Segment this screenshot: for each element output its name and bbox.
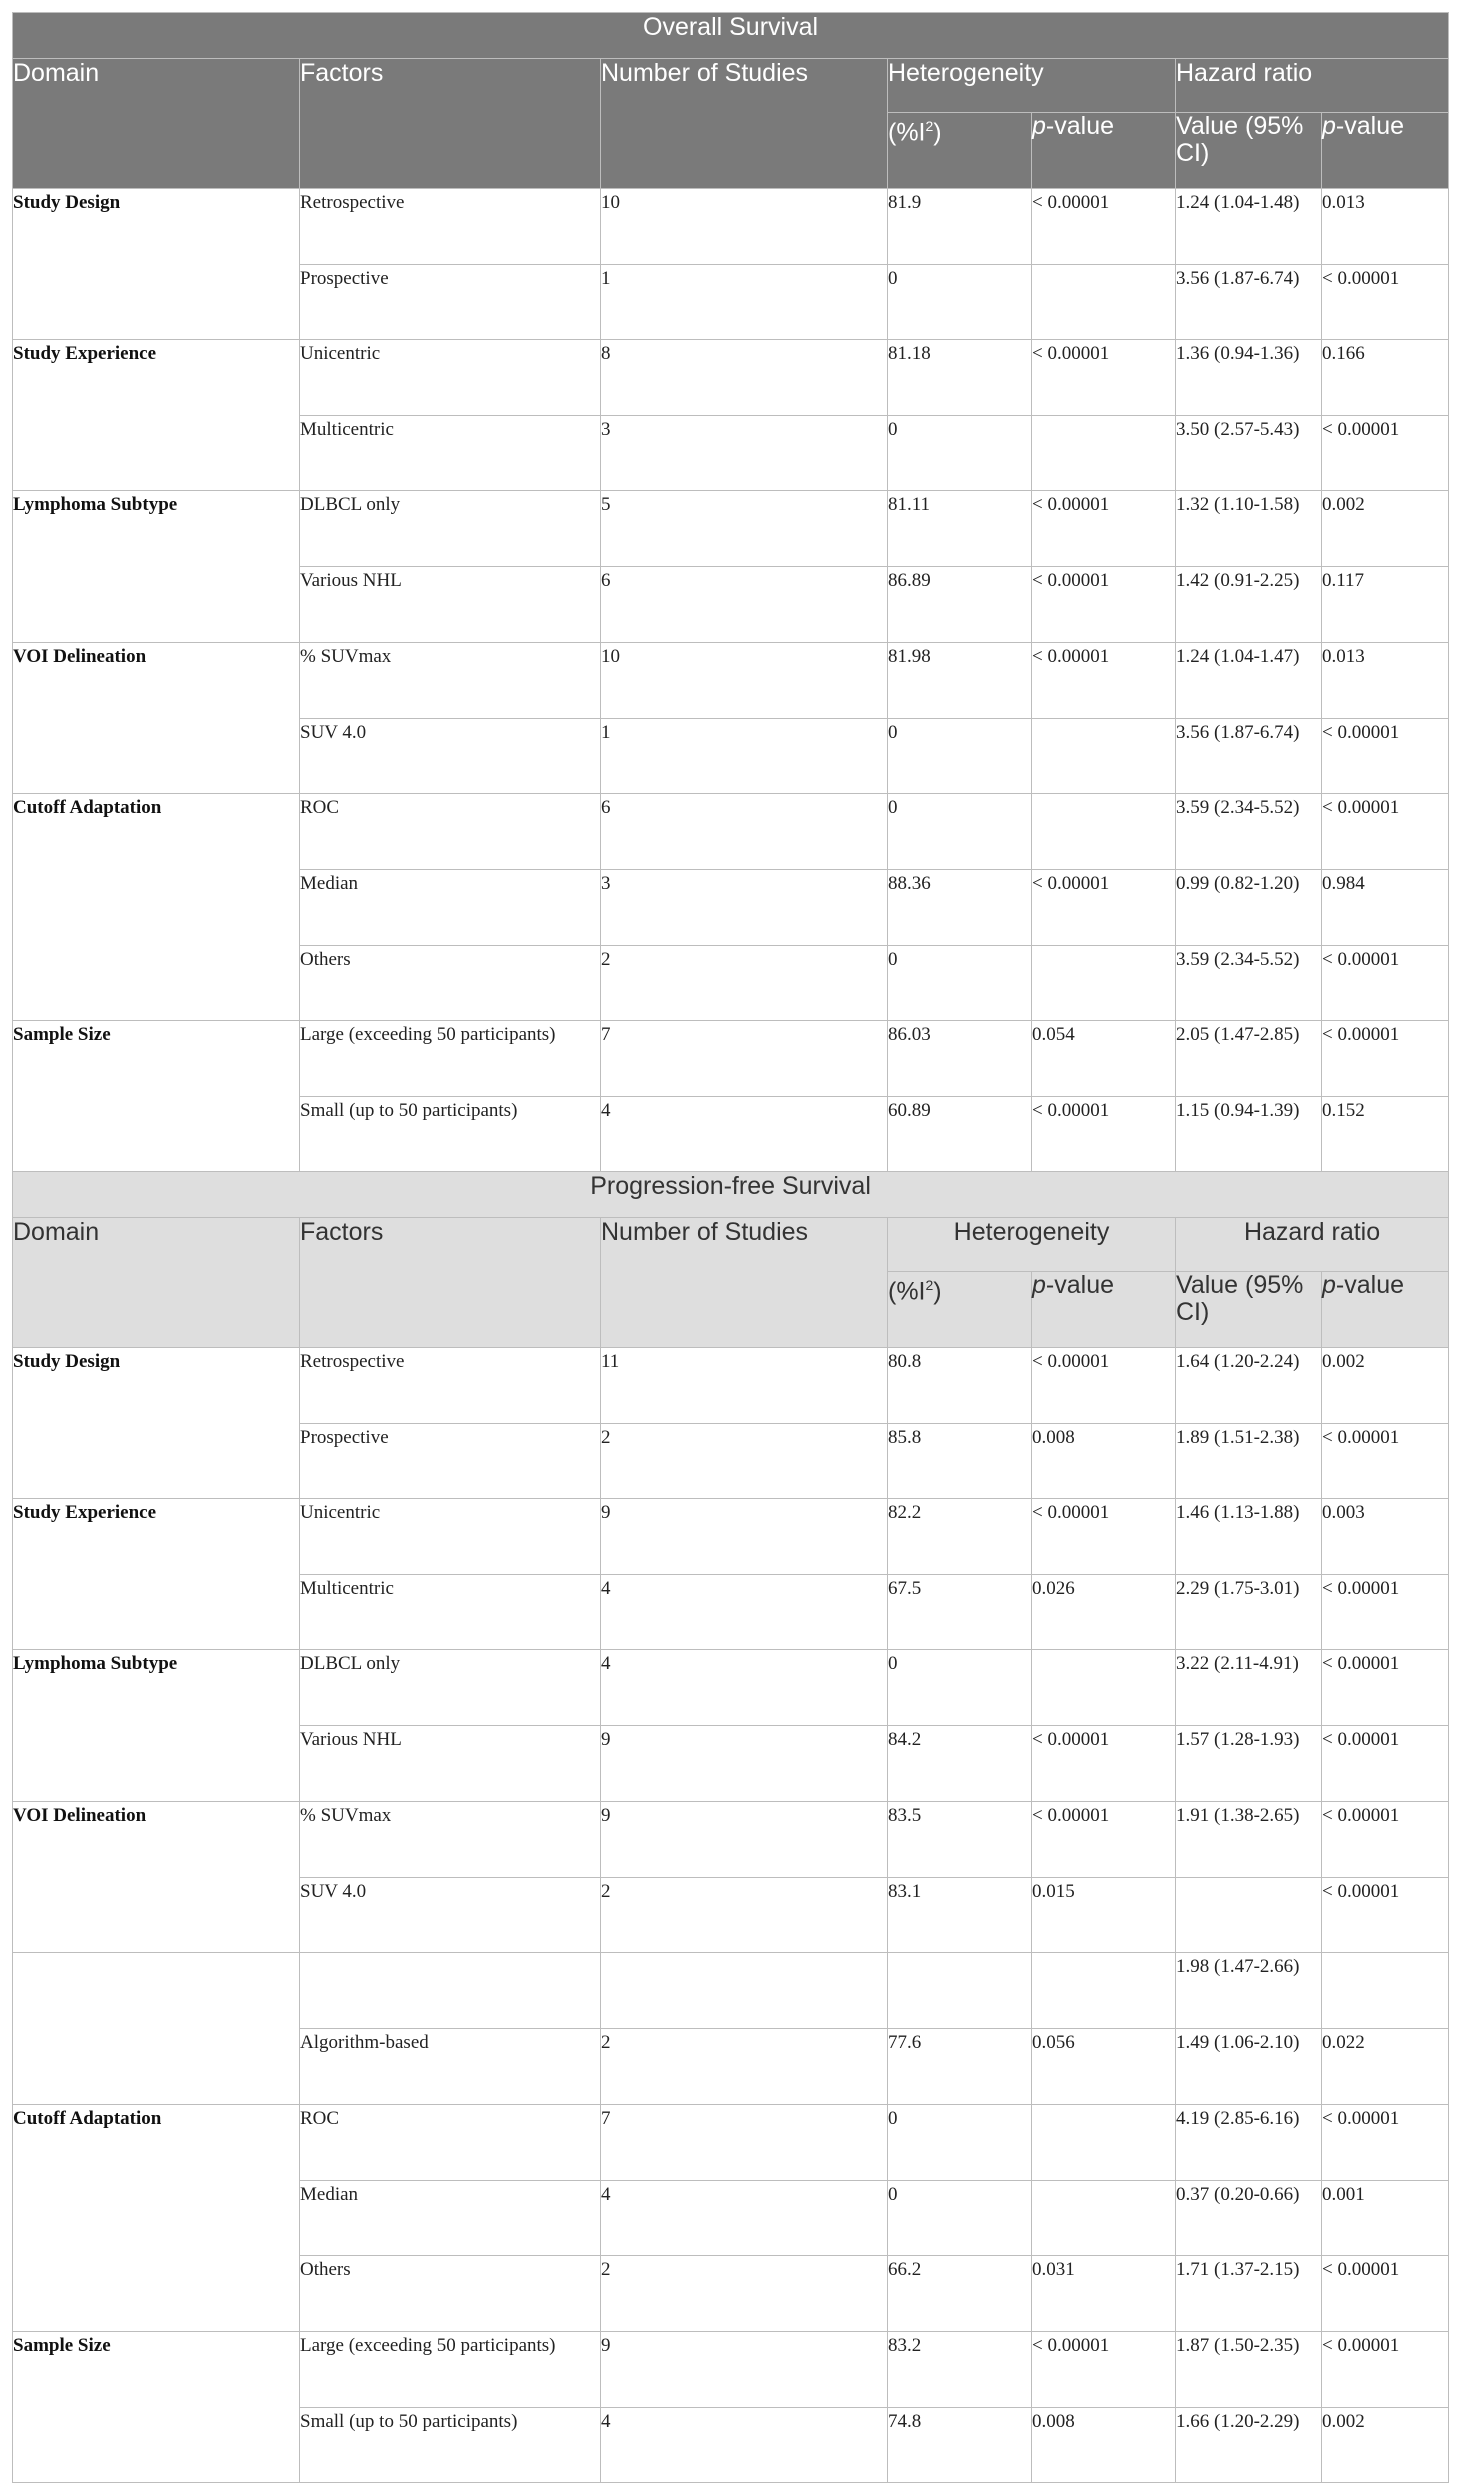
studies-count-cell: 4	[601, 2181, 888, 2256]
heterogeneity-p-cell	[1032, 1953, 1176, 2029]
studies-count-cell: 4	[601, 1097, 888, 1172]
heterogeneity-p-cell	[1032, 2181, 1176, 2256]
studies-count-cell: 2	[601, 2256, 888, 2332]
hazard-ratio-cell: 1.66 (1.20-2.29)	[1176, 2408, 1322, 2483]
heterogeneity-p-cell: < 0.00001	[1032, 189, 1176, 265]
table-row	[13, 794, 1449, 870]
factor-cell: SUV 4.0	[300, 1878, 601, 1953]
hazard-p-cell: < 0.00001	[1322, 416, 1449, 491]
hazard-p-cell: 0.002	[1322, 2408, 1449, 2483]
i2-cell: 0	[888, 416, 1032, 491]
p-rest: -value	[1335, 112, 1404, 140]
header-heterogeneity-p-value	[1032, 113, 1176, 189]
heterogeneity-p-cell: < 0.00001	[1032, 643, 1176, 719]
heterogeneity-p-cell: 0.008	[1032, 2408, 1176, 2483]
p-rest: -value	[1335, 1271, 1404, 1299]
hazard-ratio-cell: 1.91 (1.38-2.65)	[1176, 1802, 1322, 1878]
i2-cell: 77.6	[888, 2029, 1032, 2105]
p-rest: -value	[1045, 1271, 1114, 1299]
studies-count-cell: 11	[601, 1348, 888, 1424]
studies-count-cell: 9	[601, 1499, 888, 1575]
heterogeneity-p-cell: < 0.00001	[1032, 870, 1176, 946]
domain-cell: Cutoff Adaptation	[13, 2105, 300, 2332]
heterogeneity-p-cell: < 0.00001	[1032, 2332, 1176, 2408]
i2-cell: 81.18	[888, 340, 1032, 416]
hazard-p-cell: < 0.00001	[1322, 1650, 1449, 1726]
factor-cell: Large (exceeding 50 participants)	[300, 1021, 601, 1097]
studies-count-cell: 4	[601, 1650, 888, 1726]
factor-cell: Various NHL	[300, 1726, 601, 1802]
factor-cell: Others	[300, 2256, 601, 2332]
factor-cell: Retrospective	[300, 189, 601, 265]
p-italic: p	[1032, 1271, 1046, 1299]
section-title: Progression-free Survival	[13, 1172, 1449, 1218]
hazard-p-cell: < 0.00001	[1322, 1424, 1449, 1499]
factor-cell: Algorithm-based	[300, 2029, 601, 2105]
i2-superscript: 2	[925, 1277, 934, 1293]
header-heterogeneity: Heterogeneity	[888, 1218, 1176, 1272]
domain-cell: VOI Delineation	[13, 643, 300, 794]
hazard-p-cell: 0.013	[1322, 189, 1449, 265]
i2-cell: 0	[888, 1650, 1032, 1726]
hazard-ratio-cell: 1.24 (1.04-1.48)	[1176, 189, 1322, 265]
studies-count-cell: 10	[601, 643, 888, 719]
domain-cell: Lymphoma Subtype	[13, 1650, 300, 1802]
i2-cell: 84.2	[888, 1726, 1032, 1802]
factor-cell: Multicentric	[300, 1575, 601, 1650]
heterogeneity-p-cell: 0.054	[1032, 1021, 1176, 1097]
header-hazard-ratio: Hazard ratio	[1176, 1218, 1449, 1272]
studies-count-cell: 6	[601, 567, 888, 643]
hazard-ratio-cell: 3.56 (1.87-6.74)	[1176, 265, 1322, 340]
hazard-p-cell: 0.166	[1322, 340, 1449, 416]
hazard-p-cell: 0.152	[1322, 1097, 1449, 1172]
studies-count-cell: 8	[601, 340, 888, 416]
i2-cell: 81.9	[888, 189, 1032, 265]
hazard-p-cell: < 0.00001	[1322, 1878, 1449, 1953]
studies-count-cell: 1	[601, 265, 888, 340]
hazard-p-cell: 0.002	[1322, 491, 1449, 567]
i2-cell: 0	[888, 794, 1032, 870]
subgroup-analysis-table	[12, 12, 1449, 2483]
table-row	[13, 1348, 1449, 1424]
heterogeneity-p-cell: < 0.00001	[1032, 1726, 1176, 1802]
table-row	[13, 1953, 1449, 2029]
hazard-p-cell: 0.013	[1322, 643, 1449, 719]
header-heterogeneity-p-value	[1032, 1272, 1176, 1348]
studies-count-cell: 7	[601, 2105, 888, 2181]
studies-count-cell: 7	[601, 1021, 888, 1097]
hazard-ratio-cell: 3.59 (2.34-5.52)	[1176, 946, 1322, 1021]
hazard-ratio-cell: 0.37 (0.20-0.66)	[1176, 2181, 1322, 2256]
header-number-of-studies: Number of Studies	[601, 59, 888, 189]
factor-cell: Various NHL	[300, 567, 601, 643]
p-italic: p	[1322, 112, 1336, 140]
i2-cell: 74.8	[888, 2408, 1032, 2483]
i2-cell: 83.1	[888, 1878, 1032, 1953]
studies-count-cell: 10	[601, 189, 888, 265]
factor-cell: SUV 4.0	[300, 719, 601, 794]
hazard-p-cell: < 0.00001	[1322, 1021, 1449, 1097]
hazard-ratio-cell: 3.59 (2.34-5.52)	[1176, 794, 1322, 870]
header-hazard-p-value	[1322, 113, 1449, 189]
studies-count-cell: 1	[601, 719, 888, 794]
domain-cell: Sample Size	[13, 1021, 300, 1172]
hazard-p-cell: < 0.00001	[1322, 2105, 1449, 2181]
hazard-ratio-cell: 1.98 (1.47-2.66)	[1176, 1953, 1322, 2029]
section-title: Overall Survival	[13, 13, 1449, 59]
studies-count-cell: 4	[601, 1575, 888, 1650]
hazard-ratio-cell: 1.42 (0.91-2.25)	[1176, 567, 1322, 643]
header-domain: Domain	[13, 1218, 300, 1348]
hazard-ratio-cell	[1176, 1878, 1322, 1953]
factor-cell	[300, 1953, 601, 2029]
i2-cell: 81.98	[888, 643, 1032, 719]
factor-cell: Median	[300, 870, 601, 946]
heterogeneity-p-cell: < 0.00001	[1032, 1348, 1176, 1424]
i2-suffix: )	[933, 118, 942, 147]
studies-count-cell: 6	[601, 794, 888, 870]
hazard-ratio-cell: 1.87 (1.50-2.35)	[1176, 2332, 1322, 2408]
i2-cell: 0	[888, 719, 1032, 794]
studies-count-cell: 3	[601, 416, 888, 491]
studies-count-cell: 5	[601, 491, 888, 567]
hazard-ratio-cell: 1.64 (1.20-2.24)	[1176, 1348, 1322, 1424]
heterogeneity-p-cell: < 0.00001	[1032, 1802, 1176, 1878]
factor-cell: Large (exceeding 50 participants)	[300, 2332, 601, 2408]
header-domain: Domain	[13, 59, 300, 189]
heterogeneity-p-cell	[1032, 794, 1176, 870]
i2-cell: 0	[888, 2105, 1032, 2181]
table-row	[13, 1650, 1449, 1726]
i2-cell	[888, 1953, 1032, 2029]
hazard-ratio-cell: 3.22 (2.11-4.91)	[1176, 1650, 1322, 1726]
domain-cell: Study Experience	[13, 1499, 300, 1650]
heterogeneity-p-cell: < 0.00001	[1032, 1097, 1176, 1172]
factor-cell: Unicentric	[300, 340, 601, 416]
p-italic: p	[1322, 1271, 1336, 1299]
heterogeneity-p-cell	[1032, 416, 1176, 491]
domain-cell: VOI Delineation	[13, 1802, 300, 1953]
header-value-ci: Value (95% CI)	[1176, 1272, 1322, 1348]
hazard-p-cell: < 0.00001	[1322, 946, 1449, 1021]
hazard-p-cell: < 0.00001	[1322, 1726, 1449, 1802]
studies-count-cell: 2	[601, 2029, 888, 2105]
hazard-p-cell: 0.022	[1322, 2029, 1449, 2105]
factor-cell: Small (up to 50 participants)	[300, 2408, 601, 2483]
hazard-p-cell: < 0.00001	[1322, 2256, 1449, 2332]
heterogeneity-p-cell: 0.056	[1032, 2029, 1176, 2105]
i2-cell: 81.11	[888, 491, 1032, 567]
studies-count-cell	[601, 1953, 888, 2029]
factor-cell: DLBCL only	[300, 1650, 601, 1726]
hazard-p-cell: < 0.00001	[1322, 794, 1449, 870]
heterogeneity-p-cell	[1032, 719, 1176, 794]
p-rest: -value	[1045, 112, 1114, 140]
hazard-p-cell: 0.001	[1322, 2181, 1449, 2256]
hazard-ratio-cell: 1.57 (1.28-1.93)	[1176, 1726, 1322, 1802]
factor-cell: Unicentric	[300, 1499, 601, 1575]
table-row	[13, 189, 1449, 265]
heterogeneity-p-cell	[1032, 265, 1176, 340]
factor-cell: Others	[300, 946, 601, 1021]
hazard-ratio-cell: 1.71 (1.37-2.15)	[1176, 2256, 1322, 2332]
heterogeneity-p-cell: < 0.00001	[1032, 1499, 1176, 1575]
factor-cell: Retrospective	[300, 1348, 601, 1424]
factor-cell: DLBCL only	[300, 491, 601, 567]
i2-cell: 0	[888, 2181, 1032, 2256]
hazard-ratio-cell: 1.24 (1.04-1.47)	[1176, 643, 1322, 719]
i2-superscript: 2	[925, 118, 934, 134]
factor-cell: Prospective	[300, 265, 601, 340]
studies-count-cell: 2	[601, 1878, 888, 1953]
hazard-ratio-cell: 3.56 (1.87-6.74)	[1176, 719, 1322, 794]
table-row	[13, 491, 1449, 567]
hazard-ratio-cell: 2.29 (1.75-3.01)	[1176, 1575, 1322, 1650]
hazard-ratio-cell: 4.19 (2.85-6.16)	[1176, 2105, 1322, 2181]
heterogeneity-p-cell: < 0.00001	[1032, 340, 1176, 416]
factor-cell: % SUVmax	[300, 643, 601, 719]
heterogeneity-p-cell	[1032, 1650, 1176, 1726]
studies-count-cell: 9	[601, 1726, 888, 1802]
table-row	[13, 2332, 1449, 2408]
factor-cell: % SUVmax	[300, 1802, 601, 1878]
i2-cell: 86.03	[888, 1021, 1032, 1097]
i2-cell: 80.8	[888, 1348, 1032, 1424]
factor-cell: ROC	[300, 794, 601, 870]
i2-suffix: )	[933, 1277, 942, 1306]
studies-count-cell: 3	[601, 870, 888, 946]
i2-cell: 60.89	[888, 1097, 1032, 1172]
factor-cell: Multicentric	[300, 416, 601, 491]
heterogeneity-p-cell: < 0.00001	[1032, 567, 1176, 643]
hazard-ratio-cell: 1.49 (1.06-2.10)	[1176, 2029, 1322, 2105]
factor-cell: Median	[300, 2181, 601, 2256]
i2-cell: 83.2	[888, 2332, 1032, 2408]
domain-cell: Study Design	[13, 189, 300, 340]
heterogeneity-p-cell: 0.026	[1032, 1575, 1176, 1650]
table-row	[13, 1802, 1449, 1878]
factor-cell: Prospective	[300, 1424, 601, 1499]
i2-prefix: (%I	[888, 1277, 926, 1306]
heterogeneity-p-cell: < 0.00001	[1032, 491, 1176, 567]
studies-count-cell: 4	[601, 2408, 888, 2483]
hazard-ratio-cell: 1.36 (0.94-1.36)	[1176, 340, 1322, 416]
hazard-ratio-cell: 1.15 (0.94-1.39)	[1176, 1097, 1322, 1172]
header-heterogeneity: Heterogeneity	[888, 59, 1176, 113]
i2-cell: 66.2	[888, 2256, 1032, 2332]
studies-count-cell: 2	[601, 1424, 888, 1499]
hazard-p-cell: < 0.00001	[1322, 2332, 1449, 2408]
i2-cell: 0	[888, 265, 1032, 340]
hazard-p-cell: 0.003	[1322, 1499, 1449, 1575]
table-row	[13, 2105, 1449, 2181]
hazard-p-cell: 0.984	[1322, 870, 1449, 946]
i2-cell: 82.2	[888, 1499, 1032, 1575]
hazard-p-cell: 0.117	[1322, 567, 1449, 643]
header-i2	[888, 113, 1032, 189]
factor-cell: Small (up to 50 participants)	[300, 1097, 601, 1172]
heterogeneity-p-cell	[1032, 2105, 1176, 2181]
i2-cell: 88.36	[888, 870, 1032, 946]
hazard-p-cell: < 0.00001	[1322, 719, 1449, 794]
i2-cell: 67.5	[888, 1575, 1032, 1650]
heterogeneity-p-cell: 0.015	[1032, 1878, 1176, 1953]
i2-cell: 0	[888, 946, 1032, 1021]
header-hazard-p-value	[1322, 1272, 1449, 1348]
header-value-ci: Value (95% CI)	[1176, 113, 1322, 189]
table-row	[13, 1021, 1449, 1097]
hazard-p-cell	[1322, 1953, 1449, 2029]
studies-count-cell: 2	[601, 946, 888, 1021]
studies-count-cell: 9	[601, 1802, 888, 1878]
header-factors: Factors	[300, 1218, 601, 1348]
studies-count-cell: 9	[601, 2332, 888, 2408]
header-i2	[888, 1272, 1032, 1348]
i2-prefix: (%I	[888, 118, 926, 147]
hazard-ratio-cell: 1.46 (1.13-1.88)	[1176, 1499, 1322, 1575]
header-factors: Factors	[300, 59, 601, 189]
domain-cell	[13, 1953, 300, 2105]
header-hazard-ratio: Hazard ratio	[1176, 59, 1449, 113]
domain-cell: Sample Size	[13, 2332, 300, 2483]
hazard-ratio-cell: 1.89 (1.51-2.38)	[1176, 1424, 1322, 1499]
heterogeneity-p-cell: 0.008	[1032, 1424, 1176, 1499]
domain-cell: Cutoff Adaptation	[13, 794, 300, 1021]
hazard-p-cell: < 0.00001	[1322, 265, 1449, 340]
i2-cell: 85.8	[888, 1424, 1032, 1499]
hazard-p-cell: < 0.00001	[1322, 1575, 1449, 1650]
hazard-ratio-cell: 0.99 (0.82-1.20)	[1176, 870, 1322, 946]
domain-cell: Study Design	[13, 1348, 300, 1499]
domain-cell: Study Experience	[13, 340, 300, 491]
hazard-p-cell: < 0.00001	[1322, 1802, 1449, 1878]
hazard-ratio-cell: 3.50 (2.57-5.43)	[1176, 416, 1322, 491]
hazard-ratio-cell: 2.05 (1.47-2.85)	[1176, 1021, 1322, 1097]
hazard-ratio-cell: 1.32 (1.10-1.58)	[1176, 491, 1322, 567]
i2-cell: 86.89	[888, 567, 1032, 643]
i2-cell: 83.5	[888, 1802, 1032, 1878]
table-row	[13, 643, 1449, 719]
header-number-of-studies: Number of Studies	[601, 1218, 888, 1348]
factor-cell: ROC	[300, 2105, 601, 2181]
table-row	[13, 340, 1449, 416]
p-italic: p	[1032, 112, 1046, 140]
heterogeneity-p-cell	[1032, 946, 1176, 1021]
table-row	[13, 1499, 1449, 1575]
heterogeneity-p-cell: 0.031	[1032, 2256, 1176, 2332]
domain-cell: Lymphoma Subtype	[13, 491, 300, 643]
hazard-p-cell: 0.002	[1322, 1348, 1449, 1424]
